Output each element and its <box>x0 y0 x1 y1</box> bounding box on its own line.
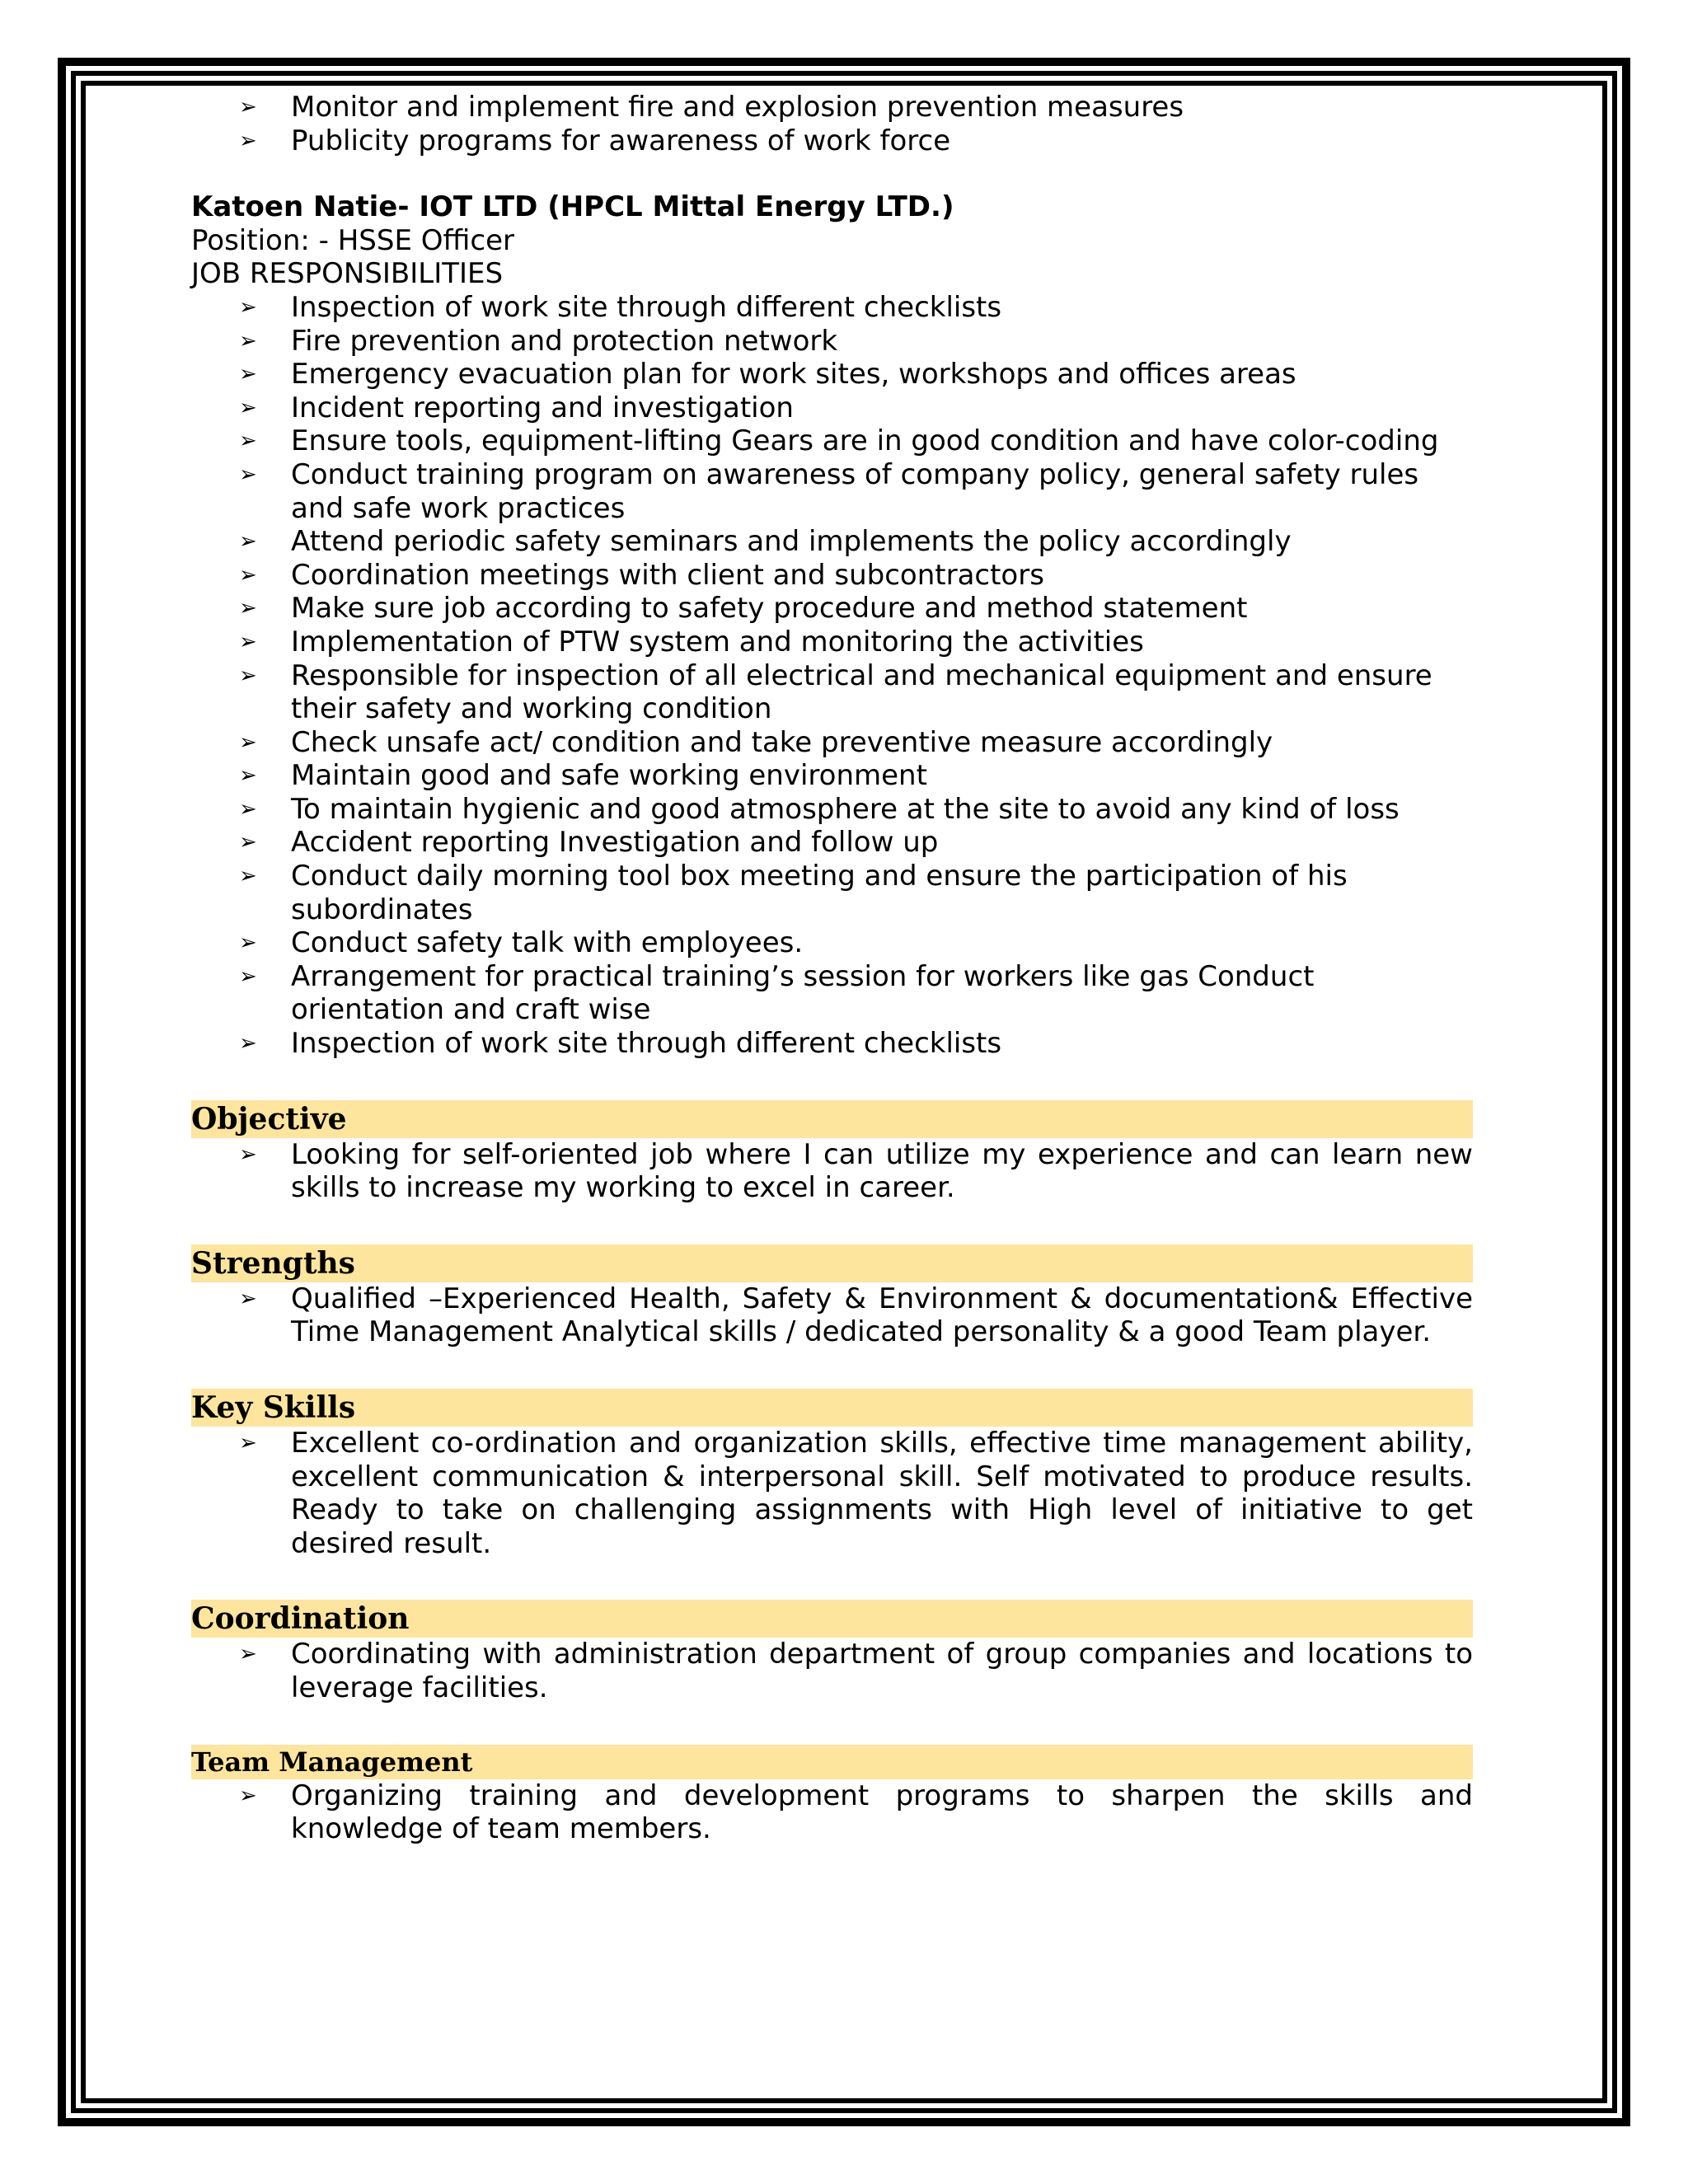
list-item: ➢ Check unsafe act/ condition and take preventive measure accordingly <box>239 725 1273 759</box>
list-item: ➢ Excellent co-ordination and organization skills, effective time management ability, excellent communication & interpersonal skill. Self motivated to produce results. Ready to take on challenging assignments with High level of initiative to get desired result. <box>239 1427 1473 1560</box>
coordination-list <box>191 1638 1473 1704</box>
arrowhead-bullet-icon: ➢ <box>239 562 257 588</box>
list-item: ➢ Responsible for inspection of all electrical and mechanical equipment and ensure their safety and working condition <box>239 658 1432 726</box>
arrowhead-bullet-icon: ➢ <box>239 729 257 755</box>
list-item: ➢ Conduct training program on awareness of company policy, general safety rules and safe work practices <box>239 457 1419 525</box>
coordination-heading: Coordination <box>191 1600 1473 1638</box>
company-name: Katoen Natie- IOT LTD (HPCL Mittal Energy LTD.) <box>191 190 954 224</box>
arrowhead-bullet-icon: ➢ <box>239 1431 257 1455</box>
arrowhead-bullet-icon: ➢ <box>239 1031 257 1057</box>
list-item: ➢ Inspection of work site through different checklists <box>239 290 1002 324</box>
list-item: ➢ Make sure job according to safety procedure and method statement <box>239 592 1248 626</box>
list-item: ➢ Coordinating with administration department of group companies and locations to leverage facilities. <box>239 1638 1473 1704</box>
responsibilities-list <box>191 291 1473 1061</box>
list-item: ➢ Maintain good and safe working environment <box>239 759 927 793</box>
list-item: ➢ Emergency evacuation plan for work sites, workshops and offices areas <box>239 358 1296 391</box>
arrowhead-bullet-icon: ➢ <box>239 395 257 420</box>
arrowhead-bullet-icon: ➢ <box>239 429 257 454</box>
arrowhead-bullet-icon: ➢ <box>239 362 257 387</box>
list-item: ➢ Arrangement for practical training’s session for workers like gas Conduct orientation and craft wise <box>239 959 1315 1027</box>
arrowhead-bullet-icon: ➢ <box>239 663 257 688</box>
list-item: ➢ Inspection of work site through different checklists <box>239 1027 1002 1061</box>
arrowhead-bullet-icon: ➢ <box>239 796 257 822</box>
arrowhead-bullet-icon: ➢ <box>239 930 257 956</box>
arrowhead-bullet-icon: ➢ <box>239 294 257 320</box>
position-title: Position: - HSSE Officer <box>191 223 514 257</box>
list-item: ➢ Fire prevention and protection network <box>239 324 838 358</box>
list-item: ➢ Ensure tools, equipment-lifting Gears are in good condition and have color-coding <box>239 424 1439 458</box>
list-item: ➢ Accident reporting Investigation and follow up <box>239 826 939 860</box>
strengths-heading: Strengths <box>191 1244 1473 1282</box>
team-management-list <box>191 1779 1473 1846</box>
objective-heading: Objective <box>191 1100 1473 1138</box>
top-bullet-list <box>191 91 1473 157</box>
arrowhead-bullet-icon: ➢ <box>239 963 257 989</box>
list-item: ➢ Looking for self-oriented job where I can utilize my experience and can learn new skills to increase my working to excel in career. <box>239 1137 1473 1205</box>
arrowhead-bullet-icon: ➢ <box>239 1783 257 1808</box>
responsibilities-heading: JOB RESPONSIBILITIES <box>191 257 504 291</box>
arrowhead-bullet-icon: ➢ <box>239 1141 257 1167</box>
key-skills-heading: Key Skills <box>191 1389 1473 1427</box>
arrowhead-bullet-icon: ➢ <box>239 529 257 555</box>
arrowhead-bullet-icon: ➢ <box>239 864 257 889</box>
arrowhead-bullet-icon: ➢ <box>239 596 257 621</box>
list-item: ➢ Coordination meetings with client and subcontractors <box>239 558 1044 592</box>
list-item: ➢ Publicity programs for awareness of work force <box>239 124 951 157</box>
list-item: ➢ Monitor and implement fire and explosion prevention measures <box>239 91 1184 124</box>
arrowhead-bullet-icon: ➢ <box>239 830 257 855</box>
objective-list <box>191 1138 1473 1205</box>
list-item: ➢ Incident reporting and investigation <box>239 391 794 424</box>
strengths-list <box>191 1282 1473 1349</box>
list-item: ➢ Organizing training and development programs to sharpen the skills and knowledge of team members. <box>239 1779 1473 1846</box>
list-item: ➢ Qualified –Experienced Health, Safety & Environment & documentation& Effective Time Management Analytical skills / dedicated personality & a good Team player. <box>239 1282 1473 1349</box>
list-item: ➢ Conduct daily morning tool box meeting and ensure the participation of his subordinates <box>239 860 1348 926</box>
team-management-heading: Team Management <box>191 1745 1473 1779</box>
key-skills-list <box>191 1427 1473 1560</box>
arrowhead-bullet-icon: ➢ <box>239 1642 257 1667</box>
arrowhead-bullet-icon: ➢ <box>239 128 257 153</box>
arrowhead-bullet-icon: ➢ <box>239 763 257 789</box>
arrowhead-bullet-icon: ➢ <box>239 462 257 487</box>
resume-content <box>191 91 1473 1846</box>
arrowhead-bullet-icon: ➢ <box>239 328 257 354</box>
list-item: ➢ Conduct safety talk with employees. <box>239 926 804 960</box>
list-item: ➢ To maintain hygienic and good atmosphere at the site to avoid any kind of loss <box>239 792 1400 826</box>
arrowhead-bullet-icon: ➢ <box>239 629 257 654</box>
arrowhead-bullet-icon: ➢ <box>239 95 257 120</box>
list-item: ➢ Implementation of PTW system and monitoring the activities <box>239 625 1144 658</box>
list-item: ➢ Attend periodic safety seminars and implements the policy accordingly <box>239 525 1292 559</box>
arrowhead-bullet-icon: ➢ <box>239 1286 257 1311</box>
